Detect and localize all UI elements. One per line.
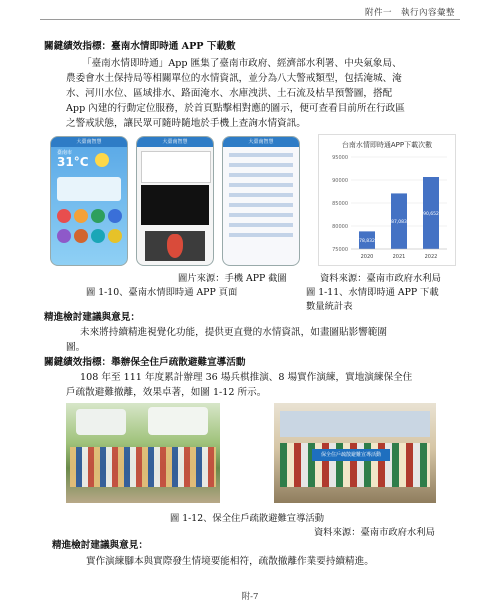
header-rule: [40, 19, 460, 20]
fig11-source: 資料來源：臺南市政府水利局: [320, 273, 441, 284]
icon-grid: [55, 207, 123, 261]
section2-title: 關鍵績效指標：舉辦保全住戶疏散避難宣導活動: [44, 357, 246, 368]
download-chart: [318, 134, 456, 266]
y-tick-label: 85000: [332, 201, 348, 207]
drought-icon[interactable]: [91, 229, 105, 243]
tent-canopy: [148, 407, 208, 435]
road-icon[interactable]: [108, 209, 122, 223]
review2-title: 精進檢討建議與意見：: [52, 540, 148, 551]
reservoir-icon[interactable]: [57, 229, 71, 243]
app-title: 大臺南智慧: [51, 137, 127, 147]
section2-para-line: 戶疏散避難撤離，效果卓著，如圖 1-12 所示。: [66, 387, 267, 398]
phone-screenshot-1: [50, 136, 128, 266]
flood-icon[interactable]: [57, 209, 71, 223]
x-tick-label: 2022: [424, 254, 438, 260]
river-icon[interactable]: [74, 209, 88, 223]
list-row[interactable]: [229, 173, 293, 177]
list-row[interactable]: [229, 233, 293, 237]
fig11-caption-cont: 數量統計表: [306, 301, 353, 312]
list-row[interactable]: [229, 193, 293, 197]
y-tick-label: 95000: [332, 155, 348, 161]
list-row[interactable]: [229, 203, 293, 207]
section1-para-line: 之警戒狀態，讓民眾可隨時隨地於手機上查詢水情資訊。: [66, 118, 306, 129]
bar-value-label: 78,832: [359, 239, 375, 245]
app-title: 大臺南智慧: [137, 137, 213, 147]
alert-panel: [141, 151, 211, 183]
list-row[interactable]: [229, 163, 293, 167]
bar-value-label: 90,652: [423, 212, 439, 218]
event-banner: 保全住戶疏散避難宣導活動: [312, 449, 390, 461]
fig12-source: 資料來源：臺南市政府水利局: [314, 527, 435, 538]
y-tick-label: 90000: [332, 178, 348, 184]
section1-para-line: 水、河川水位、區域排水、路面淹水、水庫洩洪、土石流及枯旱預警圖，搭配: [66, 88, 393, 99]
phone-screenshot-2: [136, 136, 214, 266]
download-bar-chart: [319, 135, 455, 265]
fig11-caption: 圖 1-11、水情即時通 APP 下載: [306, 287, 439, 298]
debris-icon[interactable]: [74, 229, 88, 243]
warning-icon[interactable]: [108, 229, 122, 243]
section1-para-line: 「臺南水情即時通」App 匯集了臺南市政府、經濟部水利署、中央氣象局、: [82, 58, 402, 69]
y-tick-label: 75000: [332, 247, 348, 253]
group-photo-indoor: [274, 403, 436, 503]
page-number: 附-7: [241, 592, 259, 602]
map-panel: [145, 231, 205, 261]
section1-title: 關鍵績效指標：臺南水情即時通 APP 下載數: [44, 41, 236, 52]
fig10-source: 圖片來源：手機 APP 截圖: [178, 273, 287, 284]
temperature: 31°C: [57, 155, 89, 169]
bar-value-label: 87,083: [391, 220, 407, 226]
review1-title: 精進檢討建議與意見：: [44, 312, 140, 323]
x-tick-label: 2020: [360, 254, 374, 260]
radar-panel: [141, 185, 209, 225]
section1-para-line: App 內建的行動定位服務，於首頁點擊相對應的圖示，便可查看目前所在行政區: [66, 103, 405, 114]
section2-para-line: 108 年至 111 年度累計辦理 36 場兵棋推演、8 場實作演練，實地演練保全住: [80, 372, 413, 383]
section1-para-line: 農委會水土保持局等相關單位的水情資訊，並分為八大警戒類型，包括淹城、淹: [66, 73, 402, 84]
x-tick-label: 2021: [392, 254, 406, 260]
list-row[interactable]: [229, 153, 293, 157]
group-photo-outdoor: [66, 403, 220, 503]
list-row[interactable]: [229, 213, 293, 217]
weather-card: [57, 177, 121, 201]
city-label: 臺南市: [57, 150, 73, 156]
building-wall: [280, 411, 430, 437]
taiwan-map-icon: [167, 234, 183, 258]
review1-line: 未來將持續精進視覺化功能，提供更直覺的水情資訊，如畫圖貼影響範圍: [80, 327, 387, 338]
participants-group: [70, 447, 216, 487]
page-header: 附件一 執行內容彙整: [364, 8, 455, 18]
list-row[interactable]: [229, 183, 293, 187]
fig10-caption: 圖 1-10、臺南水情即時通 APP 頁面: [86, 287, 238, 298]
chart-title: 台南水情即時通APP下載次數: [341, 141, 433, 149]
list-row[interactable]: [229, 223, 293, 227]
sun-icon: [95, 153, 109, 167]
tent-canopy: [76, 409, 126, 435]
review2-line: 實作演練腳本與實際發生情境要能相符，疏散撤離作業要持續精進。: [86, 556, 374, 567]
fig12-caption: 圖 1-12、保全住戶疏散避難宣導活動: [170, 513, 324, 524]
phone-screenshot-3: [222, 136, 300, 266]
review1-line: 圖。: [66, 342, 86, 353]
app-title: 大臺南智慧: [223, 137, 299, 147]
drain-icon[interactable]: [91, 209, 105, 223]
y-tick-label: 80000: [332, 224, 348, 230]
